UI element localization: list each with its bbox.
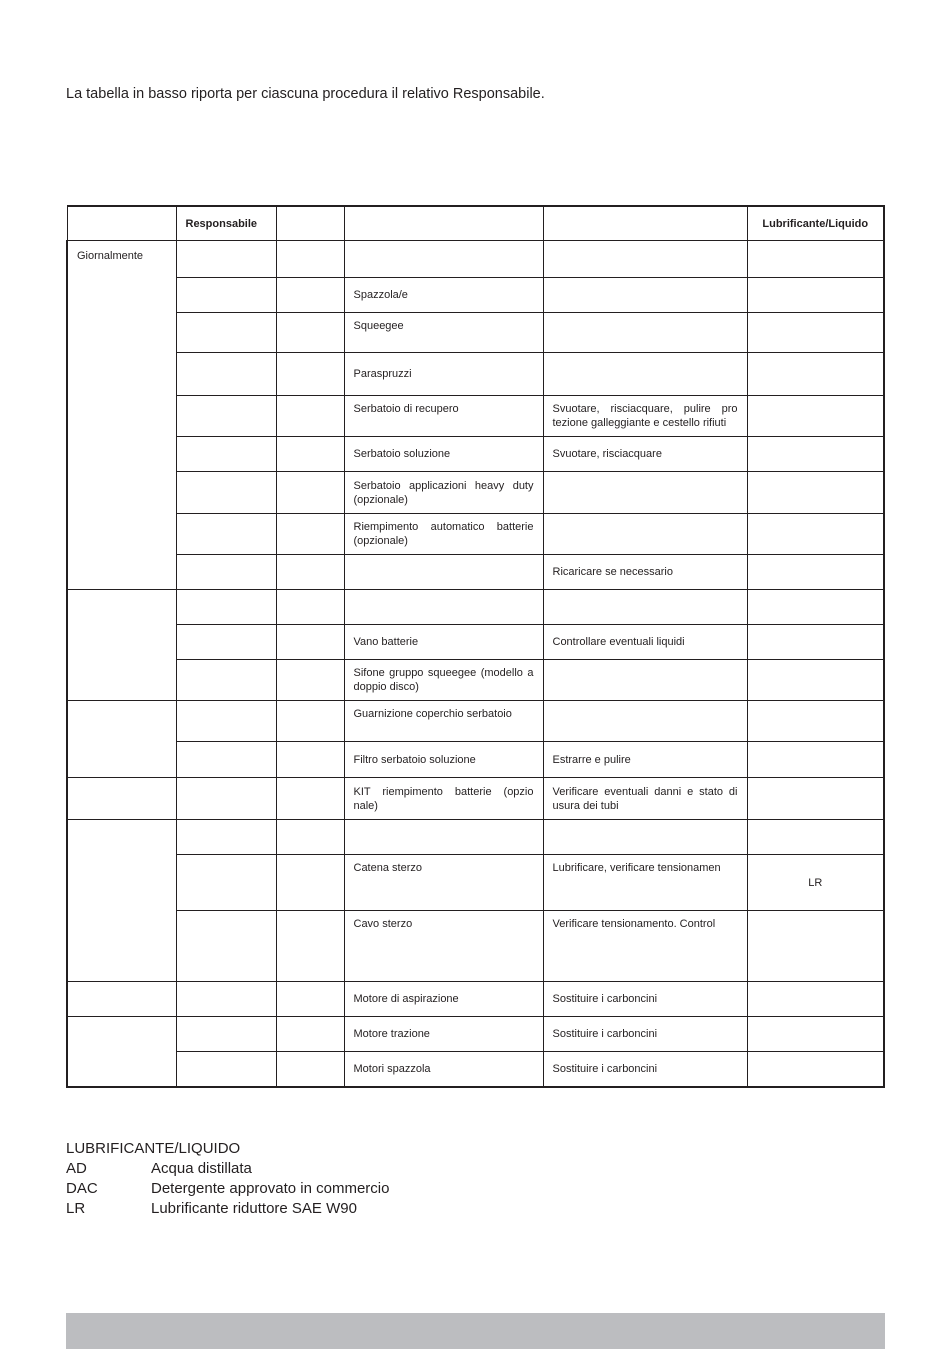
legend-title: LUBRIFICANTE/LIQUIDO — [66, 1140, 241, 1157]
frequency-cell — [67, 778, 176, 820]
legend-item — [66, 1199, 389, 1219]
component-cell: Serbatoio di recupero — [344, 396, 543, 437]
table-row — [67, 820, 884, 855]
frequency-cell — [67, 982, 176, 1017]
intro-text: La tabella in basso riporta per ciascuna procedura il relativo Responsabile. — [66, 86, 545, 102]
table-row — [67, 353, 884, 396]
header-blank-3 — [543, 206, 747, 241]
frequency-cell — [67, 701, 176, 778]
component-cell: Squeegee — [344, 313, 543, 353]
legend-description: Lubrificante riduttore SAE W90 — [151, 1200, 357, 1217]
component-cell: Catena sterzo — [344, 855, 543, 911]
component-cell: Guarnizione coperchio serbatoio — [344, 701, 543, 742]
table-row — [67, 396, 884, 437]
legend-description: Detergente approvato in commercio — [151, 1180, 390, 1197]
legend-code: AD — [66, 1160, 87, 1177]
component-cell: Paraspruzzi — [344, 353, 543, 396]
procedure-cell: Svuotare, risciacquare, pulire pro tezione galleggiante e cestello rifiuti — [543, 396, 747, 437]
component-cell: Sifone gruppo squeegee (modello a doppio disco) — [344, 660, 543, 701]
frequency-cell — [67, 820, 176, 982]
component-cell: Motori spazzola — [344, 1052, 543, 1087]
table-header-row — [67, 206, 884, 241]
procedure-cell: Sostituire i carboncini — [543, 1017, 747, 1052]
lubricant-cell: LR — [747, 855, 884, 911]
procedure-cell: Lubrificare, verificare tensionamen — [543, 855, 747, 911]
footer-bar — [66, 1313, 885, 1349]
table-row — [67, 660, 884, 701]
table-row — [67, 472, 884, 514]
component-cell: Vano batterie — [344, 625, 543, 660]
component-cell: Serbatoio soluzione — [344, 437, 543, 472]
legend-item — [66, 1159, 389, 1179]
component-cell: KIT riempimento batterie (opzio nale) — [344, 778, 543, 820]
component-cell: Motore trazione — [344, 1017, 543, 1052]
frequency-cell — [67, 590, 176, 701]
table-row — [67, 982, 884, 1017]
legend-code: LR — [66, 1200, 86, 1217]
table-row — [67, 241, 884, 278]
procedure-cell: Svuotare, risciacquare — [543, 437, 747, 472]
table-row — [67, 911, 884, 982]
table-row — [67, 742, 884, 778]
table-row — [67, 590, 884, 625]
table-row — [67, 778, 884, 820]
table-row — [67, 555, 884, 590]
table-row — [67, 1052, 884, 1087]
procedure-cell: Sostituire i carboncini — [543, 1052, 747, 1087]
lubricant-legend — [66, 1139, 389, 1219]
legend-description: Acqua distillata — [151, 1160, 252, 1177]
procedure-cell: Controllare eventuali liquidi — [543, 625, 747, 660]
header-blank-1 — [276, 206, 344, 241]
header-lubrificante: Lubrificante/Liquido — [747, 206, 884, 241]
table-row — [67, 701, 884, 742]
component-cell: Riempimento automatico batterie (opzionale) — [344, 514, 543, 555]
header-responsabile: Responsabile — [176, 206, 276, 241]
table-row — [67, 278, 884, 313]
procedure-cell: Ricaricare se necessario — [543, 555, 747, 590]
legend-code: DAC — [66, 1180, 98, 1197]
component-cell: Cavo sterzo — [344, 911, 543, 982]
procedure-cell: Estrarre e pulire — [543, 742, 747, 778]
component-cell: Spazzola/e — [344, 278, 543, 313]
frequency-giornalmente: Giornalmente — [67, 241, 176, 590]
header-blank-2 — [344, 206, 543, 241]
table-row — [67, 437, 884, 472]
table-row — [67, 625, 884, 660]
procedure-cell: Sostituire i carboncini — [543, 982, 747, 1017]
procedure-cell: Verificare tensionamento. Control — [543, 911, 747, 982]
table-row — [67, 855, 884, 911]
procedure-cell: Verificare eventuali danni e stato di usura dei tubi — [543, 778, 747, 820]
legend-item — [66, 1179, 389, 1199]
header-frequency — [67, 206, 176, 241]
maintenance-table — [66, 205, 885, 1088]
table-row — [67, 514, 884, 555]
component-cell: Motore di aspirazione — [344, 982, 543, 1017]
frequency-cell — [67, 1017, 176, 1087]
table-row — [67, 313, 884, 353]
component-cell: Filtro serbatoio soluzione — [344, 742, 543, 778]
table-row — [67, 1017, 884, 1052]
component-cell: Serbatoio applicazioni heavy duty (opzionale) — [344, 472, 543, 514]
